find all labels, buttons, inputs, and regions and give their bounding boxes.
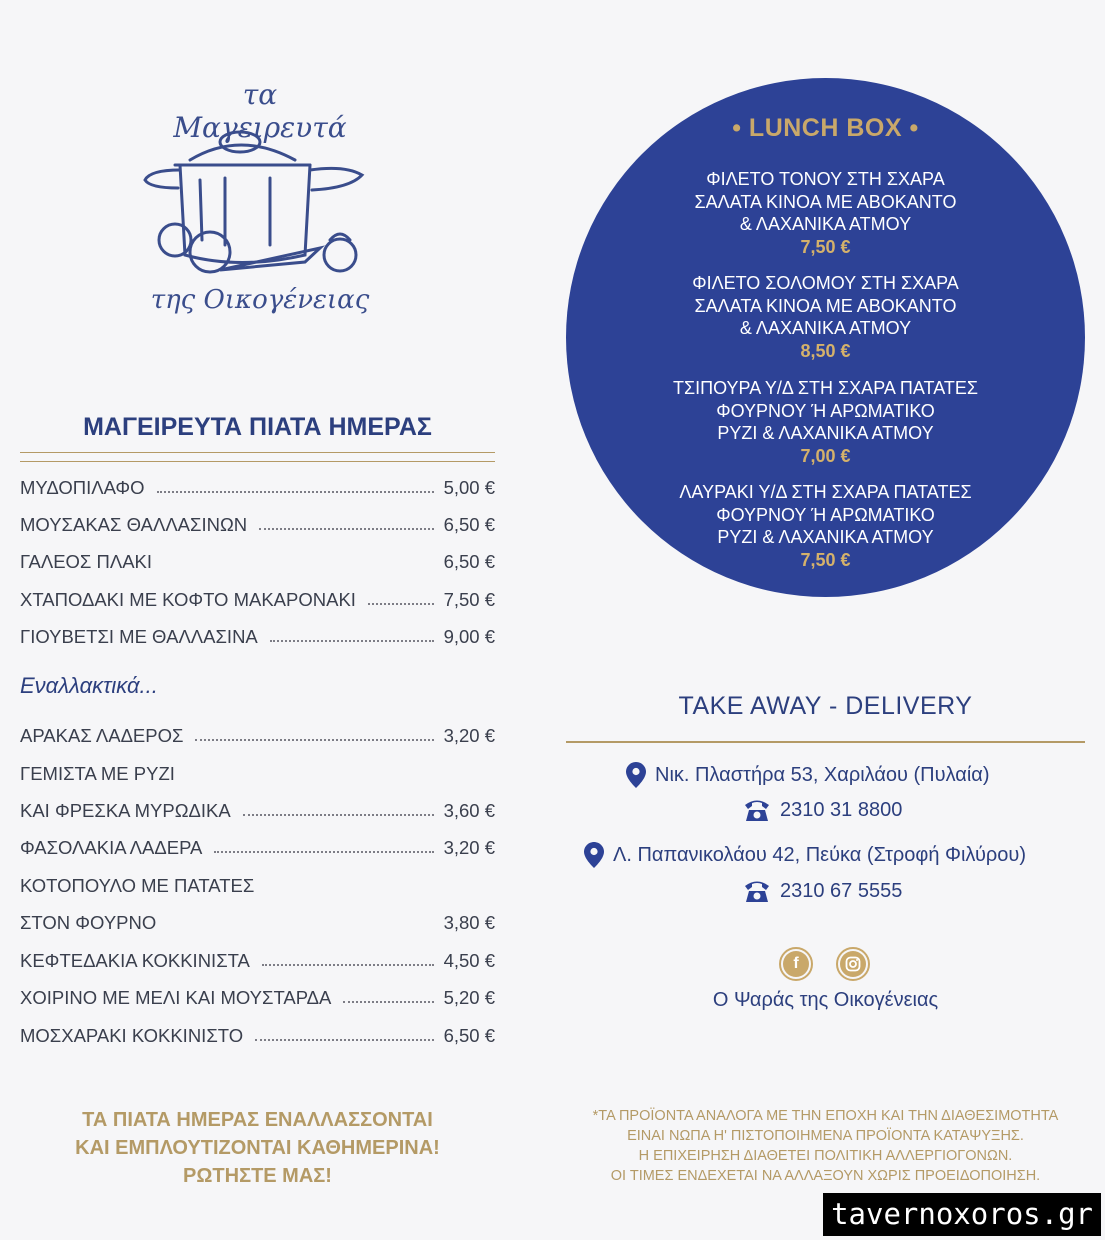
- lunch-box-item-line: ΡΥΖΙ & ΛΑΧΑΝΙΚΑ ΑΤΜΟΥ: [717, 423, 934, 443]
- disclaimer-note: [566, 1106, 1085, 1186]
- menu-item: [20, 473, 495, 499]
- store-phone[interactable]: [744, 879, 902, 903]
- menu-item-price: 3,80 €: [443, 912, 495, 933]
- menu-item-name: ΓΕΜΙΣΤΑ ΜΕ ΡΥΖΙ: [20, 763, 175, 784]
- lunch-box-item-line: & ΛΑΧΑΝΙΚΑ ΑΤΜΟΥ: [739, 318, 912, 338]
- lunch-box-item-line: ΣΑΛΑΤΑ ΚΙΝΟΑ ΜΕ ΑΒΟΚΑΝΤΟ: [694, 191, 957, 212]
- lunch-box-item-price: 8,50 €: [800, 340, 851, 361]
- menu-item-name: ΚΟΤΟΠΟΥΛΟ ΜΕ ΠΑΤΑΤΕΣ: [20, 875, 255, 896]
- title-divider: [20, 452, 495, 462]
- store-address: [584, 842, 1026, 868]
- dot-leader: [343, 1001, 433, 1003]
- menu-item-name: ΜΟΥΣΑΚΑΣ ΘΑΛΛΑΣΙΝΩΝ: [20, 514, 248, 535]
- daily-menu-notice: [30, 1106, 485, 1190]
- lunch-box-item-line: ΦΟΥΡΝΟΥ Ή ΑΡΩΜΑΤΙΚΟ: [716, 504, 935, 525]
- dot-leader: [214, 851, 433, 853]
- take-away-title: TAKE AWAY - DELIVERY: [678, 692, 973, 720]
- menu-item: [20, 871, 495, 897]
- menu-item: [20, 983, 495, 1009]
- note-line: ΕΙΝΑΙ ΝΩΠΑ Η' ΠΙΣΤΟΠΟΙΗΜΕΝΑ ΠΡΟΪΟΝΤΑ ΚΑΤΑΨΥΞΗΣ.: [627, 1128, 1024, 1144]
- note-line: Η ΕΠΙΧΕΙΡΗΣΗ ΔΙΑΘΕΤΕΙ ΠΟΛΙΤΙΚΗ ΑΛΛΕΡΓΙΟΓΟΝΩΝ.: [638, 1148, 1013, 1164]
- menu-item-price: 5,00 €: [443, 477, 495, 498]
- address-text: Νικ. Πλαστήρα 53, Χαριλάου (Πυλαία): [655, 763, 990, 786]
- lunch-box-item: [620, 481, 1031, 571]
- menu-item: [20, 908, 495, 934]
- dot-leader: [259, 528, 433, 530]
- menu-item-name: ΓΙΟΥΒΕΤΣΙ ΜΕ ΘΑΛΛΑΣΙΝΑ: [20, 626, 258, 647]
- lunch-box-item-line: ΦΙΛΕΤΟ ΤΟΝΟΥ ΣΤΗ ΣΧΑΡΑ: [706, 169, 945, 189]
- logo-top-text: τα Μαγειρευτά: [173, 78, 347, 144]
- notice-line: ΚΑΙ ΕΜΠΛΟΥΤΙΖΟΝΤΑΙ ΚΑΘΗΜΕΡΙΝΑ!: [75, 1137, 440, 1159]
- telephone-icon: [744, 798, 770, 822]
- menu-item: [20, 1021, 495, 1047]
- menu-item: [20, 585, 495, 611]
- note-line: ΟΙ ΤΙΜΕΣ ΕΝΔΕΧΕΤΑΙ ΝΑ ΑΛΛΑΞΟΥΝ ΧΩΡΙΣ ΠΡΟΕΙΔΟΠΟΙΗΣΗ.: [610, 1168, 1041, 1184]
- menu-item-price: 7,50 €: [443, 589, 495, 610]
- lunch-box-item-price: 7,50 €: [800, 236, 851, 257]
- menu-item: [20, 833, 495, 859]
- menu-item: [20, 796, 495, 822]
- dot-leader: [255, 1039, 433, 1041]
- site-watermark: tavernoxoros.gr: [823, 1193, 1101, 1236]
- alternatives-title: Εναλλακτικά...: [20, 673, 158, 698]
- lunch-box-item-price: 7,50 €: [800, 549, 851, 570]
- contact-divider: [566, 741, 1085, 743]
- lunch-box-item-line: ΣΑΛΑΤΑ ΚΙΝΟΑ ΜΕ ΑΒΟΚΑΝΤΟ: [694, 295, 957, 316]
- dot-leader: [368, 603, 434, 605]
- lunch-box-item-line: ΤΣΙΠΟΥΡΑ Υ/Δ ΣΤΗ ΣΧΑΡΑ ΠΑΤΑΤΕΣ: [672, 378, 978, 398]
- menu-item-price: 3,60 €: [443, 800, 495, 821]
- cooking-pot-logo-icon: [130, 70, 390, 320]
- menu-item-name: ΦΑΣΟΛΑΚΙΑ ΛΑΔΕΡΑ: [20, 837, 203, 858]
- store-phone[interactable]: [744, 798, 902, 822]
- lunch-box-item: [620, 272, 1031, 362]
- lunch-box-item-line: ΛΑΥΡΑΚΙ Υ/Δ ΣΤΗ ΣΧΑΡΑ ΠΑΤΑΤΕΣ: [679, 482, 972, 502]
- lunch-box-item-line: ΦΟΥΡΝΟΥ Ή ΑΡΩΜΑΤΙΚΟ: [716, 400, 935, 421]
- menu-item-price: 3,20 €: [443, 725, 495, 746]
- menu-item: [20, 946, 495, 972]
- lunch-box-item-line: & ΛΑΧΑΝΙΚΑ ΑΤΜΟΥ: [739, 214, 912, 234]
- notice-line: ΤΑ ΠΙΑΤΑ ΗΜΕΡΑΣ ΕΝΑΛΛΑΣΣΟΝΤΑΙ: [82, 1109, 433, 1131]
- instagram-button[interactable]: [836, 947, 870, 981]
- menu-item-name: ΑΡΑΚΑΣ ΛΑΔΕΡΟΣ: [20, 725, 184, 746]
- menu-item-name: ΜΟΣΧΑΡΑΚΙ ΚΟΚΚΙΝΙΣΤΟ: [20, 1025, 244, 1046]
- dot-leader: [157, 491, 434, 493]
- lunch-box-item: [620, 377, 1031, 467]
- dot-leader: [195, 739, 433, 741]
- logo-bottom-text: της Οικογένειας: [150, 285, 370, 315]
- lunch-box-item-line: ΦΙΛΕΤΟ ΣΟΛΟΜΟΥ ΣΤΗ ΣΧΑΡΑ: [692, 273, 959, 293]
- menu-item: [20, 510, 495, 536]
- map-pin-icon: [626, 762, 646, 788]
- menu-item-name: ΜΥΔΟΠΙΛΑΦΟ: [20, 477, 145, 498]
- menu-item-name: ΓΑΛΕΟΣ ΠΛΑΚΙ: [20, 551, 153, 572]
- menu-item-name: ΚΑΙ ΦΡΕΣΚΑ ΜΥΡΩΔΙΚΑ: [20, 800, 231, 821]
- menu-item-price: 9,00 €: [443, 626, 495, 647]
- map-pin-icon: [584, 842, 604, 868]
- facebook-icon: f: [783, 951, 809, 977]
- menu-item-name: ΣΤΟΝ ΦΟΥΡΝΟ: [20, 912, 157, 933]
- menu-item-price: 6,50 €: [443, 551, 495, 572]
- menu-item: [20, 721, 495, 747]
- dot-leader: [262, 964, 434, 966]
- dot-leader: [270, 640, 434, 642]
- menu-item: [20, 622, 495, 648]
- menu-item-price: 3,20 €: [443, 837, 495, 858]
- phone-number[interactable]: 2310 67 5555: [780, 879, 903, 902]
- note-line: *ΤΑ ΠΡΟΪΟΝΤΑ ΑΝΑΛΟΓΑ ΜΕ ΤΗΝ ΕΠΟΧΗ ΚΑΙ ΤΗΝ ΔΙΑΘΕΣΙΜΟΤΗΤΑ: [592, 1108, 1059, 1124]
- phone-number[interactable]: 2310 31 8800: [780, 798, 903, 821]
- menu-item-name: ΧΟΙΡΙΝΟ ΜΕ ΜΕΛΙ ΚΑΙ ΜΟΥΣΤΑΡΔΑ: [20, 987, 332, 1008]
- menu-item-name: ΚΕΦΤΕΔΑΚΙΑ ΚΟΚΚΙΝΙΣΤΑ: [20, 950, 250, 971]
- menu-item-price: 6,50 €: [443, 1025, 495, 1046]
- dot-leader: [243, 814, 434, 816]
- menu-item: [20, 547, 495, 573]
- menu-item-price: 4,50 €: [443, 950, 495, 971]
- instagram-icon: [840, 951, 866, 977]
- store-address: [626, 762, 990, 788]
- facebook-button[interactable]: [779, 947, 813, 981]
- daily-menu-title: ΜΑΓΕΙΡΕΥΤΑ ΠΙΑΤΑ ΗΜΕΡΑΣ: [83, 413, 432, 441]
- telephone-icon: [744, 879, 770, 903]
- lunch-box-item: [620, 168, 1031, 258]
- notice-line: ΡΩΤΗΣΤΕ ΜΑΣ!: [183, 1165, 332, 1187]
- menu-item-price: 6,50 €: [443, 514, 495, 535]
- address-text: Λ. Παπανικολάου 42, Πεύκα (Στροφή Φιλύρου): [613, 843, 1026, 866]
- menu-item-name: ΧΤΑΠΟΔΑΚΙ ΜΕ ΚΟΦΤΟ ΜΑΚΑΡΟΝΑΚΙ: [20, 589, 356, 610]
- lunch-box-item-price: 7,00 €: [800, 445, 851, 466]
- social-page-name[interactable]: Ο Ψαράς της Οικογένειας: [712, 989, 939, 1011]
- menu-item: [20, 759, 495, 785]
- lunch-box-item-line: ΡΥΖΙ & ΛΑΧΑΝΙΚΑ ΑΤΜΟΥ: [717, 527, 934, 547]
- lunch-box-title: • LUNCH BOX •: [732, 114, 919, 142]
- menu-item-price: 5,20 €: [443, 987, 495, 1008]
